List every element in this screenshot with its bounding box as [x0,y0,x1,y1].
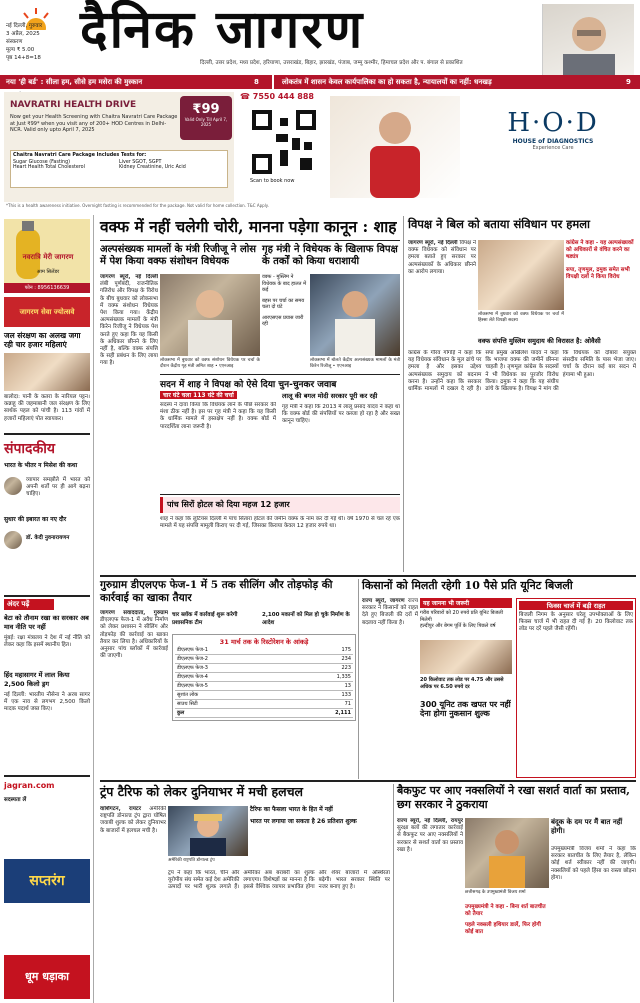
phone-icon: ☎ [240,92,250,101]
hod-sub: HOUSE of DIAGNOSTICS [512,138,594,145]
naxal-point: उपमुख्यमंत्री ने कहा - बिना शर्त बातचीत को तैयार [465,904,546,917]
lead-subhead[interactable]: सदन में शाह ने विपक्ष को ऐसे दिया चुन-चुनकर जवाब [160,380,337,390]
trump-teaser[interactable]: टैरिफ का फैसला भारत के हित में नहीं [250,806,333,813]
date-line: मूल्य ₹ 5.00 [6,47,35,53]
subscribe-link[interactable]: सदस्यता लें [4,797,27,803]
right-bullets [566,240,636,281]
band-right-page: 9 [626,78,631,86]
lead-headline[interactable]: वक्फ में नहीं चलेगी चोरी, मानना पड़ेगा कानून : शाह [100,217,397,236]
shah-photo [160,274,260,356]
power-box [420,598,512,636]
scan-text: Scan to book now [250,178,295,184]
gurugram-bullet: 2,100 मकानों को मिल हो चुके निर्माण के आदेश [262,612,350,626]
right-bullet: सपा, तृणमूल, द्रमुक समेत सभी विपक्षी दलों ने किया विरोध [566,267,630,280]
inside-item[interactable]: बेटा को तौनाम रखा का सरकार अब माव नीति पर नहीं [4,614,89,631]
gurugram-byline: जागरण संवाददाता, गुरुग्राम [100,610,168,616]
power-highlight[interactable]: 300 यूनिट तक खपत पर नहीं देना होगा नुकसान शुल्क [420,700,511,718]
jagran-seva-promo[interactable]: जागरण सेवा ज्योत्सवे [4,297,90,327]
rijiju-photo [310,274,400,356]
lead-sub2[interactable]: लालू की बगल मोदी सरकार पूरी कर रही [282,392,378,400]
power-point: हल्दीपुर और बेगम पूर्ति के लिए पिछले वर्ष [420,623,496,629]
fixed-charge-title: फिक्स चार्ज में बड़ी राहत [519,601,633,610]
gurugram-headline[interactable]: गुरुग्राम डीएलएफ फेज-1 में 5 तक सीलिंग और तोड़फोड़ की कार्रवाई का खाका तैयार [100,579,333,604]
date-line: नई दिल्ली, गुरुवार [6,23,43,29]
jagran-url[interactable]: jagran.com [4,781,55,790]
columnist-avatar [4,477,22,495]
masthead-photo [542,4,634,78]
right-caption: लोकसभा में बुधवार को वक्फ विधेयक पर चर्चा में हिस्सा लेते विपक्षी सदस्य [478,312,564,323]
test-item: Kidney Creatinine, Uric Acid [119,165,186,170]
naxal-byline: राज्य ब्यूरो, नई दिल्ली, रायपुर [397,818,463,824]
right-byline: जागरण ब्यूरो, नई दिल्ली [408,240,458,246]
right-headline[interactable]: विपक्ष ने बिल को बताया संविधान पर हमला [408,217,591,231]
trump-headline[interactable]: ट्रंप टैरिफ को लेकर दुनियाभर में मची हलचल [100,784,304,799]
date-line: 3 अप्रैल, 2025 [6,31,40,37]
dhoom-supplement[interactable]: धूम धड़ाका [4,955,90,999]
gurugram-bullet: चार ब्लॉक में कार्रवाई शुरू करेगी प्रशासनिक टीम [172,612,238,626]
table-row: डीएलएफ फेज-3 223 [177,665,351,671]
date-line: संस्करण [6,39,23,45]
naxal-headline[interactable]: बैकफुट पर आए नक्सलियों ने रखा सशर्त वार्ता का प्रस्ताव, छग सरकार ने ठुकराया [397,784,630,811]
ad-model-photo [330,96,460,198]
price-badge: ₹99 [192,102,220,117]
table-row: डीएलएफ फेज-1 175 [177,647,351,653]
naxal-caption: छत्तीसगढ़ के उपमुख्यमंत्री विजय शर्मा [465,890,526,895]
rijiju-caption: लोकसभा में बोलते केंद्रीय अल्पसंख्यक मामलों के मंत्री किरेन रिजीजू • एएनआइ [310,358,400,369]
table-row: डीएलएफ फेज-5 13 [177,683,351,689]
naxal-point: पहले नक्सली हथियार डालें, फिर होगी कोई बात [465,922,541,935]
price-note: Valid Only Till April 7, 2025 [184,117,228,127]
lead-byline: जागरण ब्यूरो, नई दिल्ली [100,274,158,280]
table-row: सुशांत लोक 133 [177,692,351,698]
hod-tag: Experience Care [532,145,574,151]
top-headline-band [0,75,640,89]
power-point: 20 किलोवाट तक लोड पर 4.75 और उससे अधिक पर 6.50 रुपये दर [420,677,504,690]
saptrang-supplement[interactable]: सप्तरंग [4,859,90,903]
opposition-photo [478,240,564,310]
test-item: Liver SGOT, SGPT [119,160,162,165]
lead-bullets [262,274,308,328]
gas-cylinder-promo[interactable] [4,219,90,293]
lead-body [100,274,158,574]
trump-photo [168,806,248,856]
power-byline: राज्य ब्यूरो, जागरण [362,598,405,604]
left-sidebar: नवरात्रि मेरी जागरण आम सिलेंडर फोन : 8956136639 जागरण सेवा ज्योत्सवे जल संरक्षण का अलख जगा रही चार हजार महिलाएं बालोदा: पानी के कतरा के नारियल पट्टन। कन्नाहू की जहमाबानी जल संरक्षण के लिए सार्थक पहल को पांची है। 113 गांवों में हजारों महिलाएं पोत स्वायकर। संपादकीय भारत के भीतर न मिसेश की कथा व्यापार समझौते में भारत को अपनी शर्तों पर ही आगे बढ़ना चाहिए। सुधार की इबारत का नए दौर डॉ. केदी नुवनारायणन अंदर पढ़ें बेटा को तौनाम रखा का सरकार अब माव नीति पर नहीं मुंबई: रक्षा मंत्रालय ने देश में नई नीति को लेकर कहा कि इसमें स्थानीय हित। हिंद महासागर में लाल किया 2,500 किलो ड्रग नई दिल्ली: भारतीय नौसेना ने अरब सागर में एक नाव से लगभग 2,500 किलो मादक पदार्थ जब्त किए। jagran.com सदस्यता लें सप्तरंग धूम धड़ाका [0,215,94,1003]
lead-bullet: वक्फ - मुस्लिम ने विधेयक के बाद हालत में कई [262,274,307,293]
columnist-avatar [4,531,22,549]
table-row: डीएलएफ फेज-2 234 [177,656,351,662]
sidebar-story-text: बालोदा: पानी के कतरा के नारियल पट्टन। कन्नाहू की जहमाबानी जल संरक्षण के लिए सार्थक पहल को पांची है। 113 गांवों में हजारों महिलाएं पोत स्वायकर। [4,394,90,422]
hod-brand[interactable] [470,96,636,200]
masthead-cities: दिल्ली, उत्तर प्रदेश, मध्य प्रदेश, हरियाणा, उत्तराखंड, बिहार, झारखंड, पंजाब, जम्मू कश्मीर, हिमाचल प्रदेश और प. बंगाल से प्रकाशित [200,60,463,66]
restoration-table [172,634,356,721]
power-box-title: यह जानना भी जरूरी [420,598,512,608]
table-row: डीएलएफ फेज-4 1,335 [177,674,351,680]
trump-caption: अमेरिकी राष्ट्रपति डोनाल्ड ट्रंप [168,858,215,863]
right-bullet: कांग्रेस ने कहा - यह अल्पसंख्यकों को अधिकारों से वंचित करने का षड्यंत्र [566,240,634,260]
lead-box [160,497,400,513]
drive-title: NAVRATRI HEALTH DRIVE [10,100,137,110]
promo-line: आम सिलेंडर [36,269,60,275]
inside-item[interactable]: हिंद महासागर में लाल किया 2,500 किलो ड्रग [4,671,70,688]
hod-logo: H·O·D [507,108,599,138]
power-photo [420,640,512,674]
lead-bullet: आरएसएस प्रयास जारी रही [262,314,304,327]
power-point: गरीब परिवारों को 20 रुपये प्रति यूनिट बिजली मिलेगी [420,610,503,623]
phone-number: 7550 444 888 [252,92,314,101]
band-left-page: 8 [254,78,259,86]
power-headline[interactable]: किसानों को मिलती रहेगी 10 पैसे प्रति यूनिट बिजली [362,579,573,592]
trump-teasers [250,806,390,825]
water-photo [4,353,90,391]
editorial-item[interactable]: भारत के भीतर न मिसेश की कथा [4,462,78,469]
table-title: 31 मार्च तक के रिस्टोरेशन के आंकड़े [219,638,309,646]
drive-text: Now get your Health Screening with Chaitra Navratri Care Package at Just ₹99* when you visit any of 200+ HOD Centres in Delhi-NCR. Valid only upto April 7, 2025 [10,114,178,133]
lead-body-text: लंबी पूर्णबंदी, राजनीतिक गतिरोध और विपक्ष के विरोध के बीच बुधवार को लोकसभा में वक्फ संशोधन विधेयक पेश किया गया। केंद्रीय अल्पसंख्यक मामलों के मंत्री किरेन रिजीजू ने विधेयक पेश करते हुए कहा कि यह किसी के अधिकार छीनने के लिए नहीं है, बल्कि वक्फ संपत्ति के सही प्रबंधन के लिए लाया गया है। [100,281,158,367]
naxal-quote[interactable]: बंदूक के दम पर मैं बात नहीं होगी। [551,818,623,835]
health-drive-ad[interactable] [4,92,234,202]
inside-title: अंदर पढ़ें [4,599,54,610]
date-line: पृष्ठ 14+8=18 [6,55,41,61]
date-block [6,22,68,62]
lead-bullet: बहस पर चर्चा का समय चला दो घंटे [262,297,305,310]
lead-kicker-1[interactable]: अल्पसंख्यक मामलों के मंत्री रिजीजू ने लोस में पेश किया वक्फ संशोधन विधेयक [100,244,257,267]
vijay-sharma-photo [465,818,549,888]
ad-disclaimer: *This is a health awareness initiative. Overnight fasting is recommended for the package. Not valid for home collection. T&C Apply. [6,203,269,208]
table-row: कुल 2,111 [177,710,351,716]
promo-title: नवरात्रि मेरी जागरण [22,253,74,261]
lead-kicker-2[interactable]: गृह मंत्री ने विधेयक के खिलाफ विपक्ष के तर्कों को किया धराशायी [262,244,398,267]
columnist-name: डॉ. केदी नुवनारायणन [26,535,70,541]
table-row: साउथ सिटी 71 [177,701,351,707]
naxal-points [465,904,549,936]
fixed-charge-box: फिक्स चार्ज में बड़ी राहत बिजली निगम के अनुसार घरेलू उपभोक्ताओं के लिए फिक्स चार्ज में भी राहत दी गई है। 20 किलोवाट तक लोड पर दरें पहले जैसी रहेंगी। [516,598,636,778]
qr-code-icon[interactable] [252,110,316,174]
editorial-item[interactable]: सुधार की इबारत का नए दौर [4,516,67,523]
test-item: Heart Health Total Cholesterol [13,165,85,170]
editorial-title: संपादकीय [4,441,55,457]
masthead-title: दैनिक जागरण [80,0,365,60]
promo-phone: फोन : 8956136639 [4,283,90,293]
band-right-text[interactable]: लोकतंत्र में शासन केवल कार्यपालिका का हो सकता है, न्यायालयों का नहीं: धनखड़ [282,78,492,86]
lead-box-head[interactable]: पांच सिरों होटल को दिया महज 12 हजार [167,500,290,509]
trump-byline: वाशिंगटन, रायटर [100,806,141,812]
band-left-text[interactable]: नया 'ही बर्ड' : सीला हम, सीसे हम मसेरा की मुस्कान [6,78,143,86]
sidebar-story-headline[interactable]: जल संरक्षण का अलख जगा रही चार हजार महिलाएं [4,331,81,349]
lead-sub-badge: चार घंटे चला 113 घंटे की चर्चा [160,391,237,399]
shah-caption: लोकसभा में बुधवार को वक्फ संशोधन विधेयक पर चर्चा के दौरान केंद्रीय गृह मंत्री अमित शाह • एएनआइ [160,358,260,369]
right-quote[interactable]: वक्फ संपत्ति मुस्लिम समुदाय की विरासत है: ओवैसी [478,337,601,345]
package-title: Chaitra Navratri Care Package Includes Tests for: [13,153,147,158]
trump-teaser[interactable]: भारत पर लगाया जा सकता है 26 प्रतिशत शुल्क [250,817,357,825]
test-item: Sugar Glucose (Fasting) [13,160,71,165]
